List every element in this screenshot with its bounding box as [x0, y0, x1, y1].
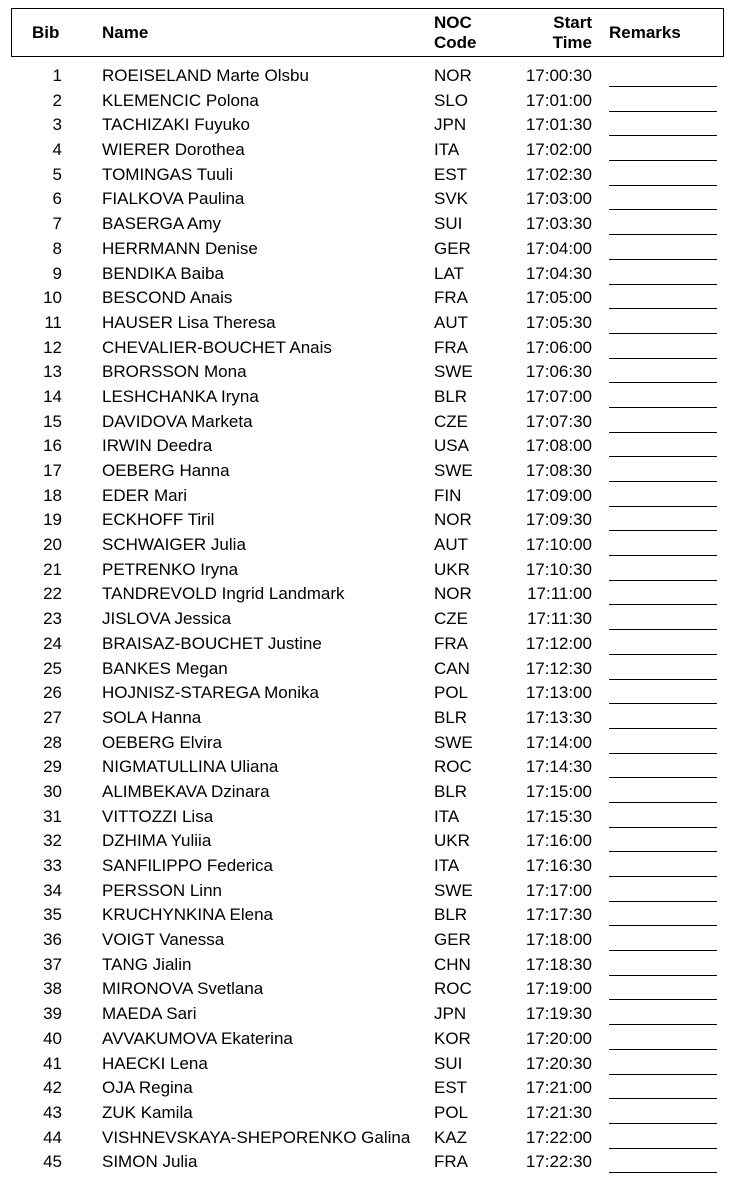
remarks-blank-line [609, 432, 717, 433]
athlete-name-cell: MAEDA Sari [102, 1004, 197, 1024]
athlete-name-cell: BRORSSON Mona [102, 362, 247, 382]
athlete-name-cell: BANKES Megan [102, 658, 228, 678]
remarks-blank-line [609, 382, 717, 383]
start-time-cell: 17:02:00 [525, 140, 592, 160]
start-time-cell: 17:07:00 [525, 386, 592, 406]
table-row [0, 854, 742, 879]
bib-cell: 14 [43, 386, 62, 406]
bib-cell: 17 [43, 461, 62, 480]
noc-code-cell: FRA [434, 1152, 468, 1172]
header-start-time [520, 13, 592, 53]
remarks-blank-line [609, 876, 717, 877]
noc-code-cell: NOR [434, 584, 472, 604]
athlete-name-cell: MIRONOVA Svetlana [102, 979, 264, 999]
bib-cell: 44 [43, 1127, 62, 1147]
start-time-cell: 17:06:00 [525, 337, 592, 357]
start-time-cell: 17:08:30 [525, 461, 592, 480]
header-start-line1: Start [553, 13, 592, 32]
remarks-blank-line [609, 753, 717, 754]
noc-code-cell: SWE [434, 362, 473, 382]
noc-code-cell: KAZ [434, 1127, 468, 1147]
athlete-name-cell: WIERER Dorothea [102, 140, 245, 160]
remarks-blank-line [609, 111, 717, 112]
bib-cell: 31 [43, 806, 62, 826]
remarks-blank-line [609, 925, 717, 926]
bib-cell: 23 [43, 609, 62, 629]
remarks-blank-line [609, 1049, 717, 1050]
noc-code-cell: AUT [434, 312, 468, 332]
bib-cell: 34 [43, 880, 62, 900]
athlete-name-cell: EDER Mari [102, 485, 188, 505]
remarks-blank-line [609, 259, 717, 260]
noc-code-cell: FRA [434, 337, 468, 357]
table-row [0, 360, 742, 385]
table-row [0, 829, 742, 854]
noc-code-cell: EST [434, 164, 468, 184]
athlete-name-cell: HOJNISZ-STAREGA Monika [102, 683, 319, 703]
table-row [0, 336, 742, 361]
noc-code-cell: AUT [434, 535, 468, 555]
start-time-cell: 17:14:30 [525, 757, 592, 777]
noc-code-cell: JPN [434, 115, 467, 135]
athlete-name-cell: SANFILIPPO Federica [102, 856, 274, 875]
remarks-blank-line [609, 135, 717, 136]
start-time-cell: 17:10:00 [525, 535, 592, 555]
noc-code-cell: LAT [434, 263, 464, 283]
table-row [0, 138, 742, 163]
header-name: Name [102, 23, 149, 42]
athlete-name-cell: SIMON Julia [102, 1152, 198, 1172]
table-row [0, 607, 742, 632]
remarks-blank-line [609, 456, 717, 457]
header-noc-line1: NOC [434, 13, 472, 32]
start-time-cell: 17:08:00 [525, 436, 592, 456]
start-time-cell: 17:04:00 [525, 238, 592, 258]
noc-code-cell: GER [434, 238, 471, 258]
bib-cell: 8 [52, 238, 62, 258]
table-row [0, 1052, 742, 1077]
table-row [0, 311, 742, 336]
start-time-cell: 17:15:30 [525, 806, 592, 826]
athlete-name-cell: OEBERG Hanna [102, 461, 230, 480]
bib-cell: 32 [43, 831, 62, 851]
noc-code-cell: GER [434, 930, 471, 950]
noc-code-cell: UKR [434, 831, 470, 851]
remarks-blank-line [609, 679, 717, 680]
table-row [0, 113, 742, 138]
athlete-name-cell: KRUCHYNKINA Elena [102, 905, 274, 925]
noc-code-cell: NOR [434, 510, 472, 530]
noc-code-cell: FIN [434, 485, 462, 505]
remarks-blank-line [609, 703, 717, 704]
remarks-blank-line [609, 1172, 717, 1173]
start-time-cell: 17:14:00 [525, 732, 592, 752]
start-time-cell: 17:05:30 [525, 312, 592, 332]
athlete-name-cell: BASERGA Amy [102, 214, 222, 234]
start-time-cell: 17:01:30 [525, 115, 592, 135]
bib-cell: 19 [43, 510, 62, 530]
remarks-blank-line [609, 407, 717, 408]
header-remarks: Remarks [609, 23, 681, 42]
bib-cell: 45 [43, 1152, 62, 1172]
bib-cell: 21 [43, 559, 62, 579]
table-row [0, 434, 742, 459]
athlete-name-cell: JISLOVA Jessica [102, 609, 232, 629]
table-row [0, 262, 742, 287]
table-row [0, 484, 742, 509]
remarks-blank-line [609, 901, 717, 902]
start-time-cell: 17:11:00 [527, 584, 592, 604]
table-row [0, 731, 742, 756]
start-list-table [0, 64, 742, 1175]
start-time-cell: 17:16:00 [525, 831, 592, 851]
athlete-name-cell: PERSSON Linn [102, 880, 222, 900]
start-time-cell: 17:16:30 [525, 856, 592, 875]
table-row [0, 533, 742, 558]
noc-code-cell: SUI [434, 1053, 463, 1073]
bib-cell: 36 [43, 930, 62, 950]
remarks-blank-line [609, 86, 717, 87]
table-row [0, 1027, 742, 1052]
start-time-cell: 17:10:30 [525, 559, 592, 579]
remarks-blank-line [609, 728, 717, 729]
athlete-name-cell: SCHWAIGER Julia [102, 535, 246, 555]
bib-cell: 38 [43, 979, 62, 999]
remarks-blank-line [609, 1148, 717, 1149]
bib-cell: 3 [52, 115, 62, 135]
bib-cell: 16 [43, 436, 62, 456]
table-row [0, 1150, 742, 1175]
start-time-cell: 17:18:00 [525, 930, 592, 950]
bib-cell: 30 [43, 781, 62, 801]
bib-cell: 25 [43, 658, 62, 678]
remarks-blank-line [609, 1098, 717, 1099]
table-row [0, 212, 742, 237]
remarks-blank-line [609, 580, 717, 581]
bib-cell: 40 [43, 1028, 62, 1048]
bib-cell: 35 [43, 905, 62, 925]
table-row [0, 1101, 742, 1126]
start-time-cell: 17:04:30 [525, 263, 592, 283]
bib-cell: 5 [52, 164, 62, 184]
noc-code-cell: CHN [434, 954, 471, 974]
noc-code-cell: ITA [434, 806, 460, 826]
athlete-name-cell: ZUK Kamila [102, 1102, 193, 1122]
noc-code-cell: ROC [434, 757, 472, 777]
noc-code-cell: CZE [434, 609, 468, 629]
athlete-name-cell: FIALKOVA Paulina [102, 189, 245, 209]
bib-cell: 1 [52, 66, 62, 85]
bib-cell: 26 [43, 683, 62, 703]
noc-code-cell: FRA [434, 288, 468, 308]
noc-code-cell: POL [434, 1102, 469, 1122]
bib-cell: 7 [52, 214, 62, 234]
noc-code-cell: SWE [434, 732, 473, 752]
start-time-cell: 17:09:30 [525, 510, 592, 530]
noc-code-cell: NOR [434, 66, 472, 85]
bib-cell: 2 [52, 90, 62, 110]
table-row [0, 508, 742, 533]
remarks-blank-line [609, 530, 717, 531]
table-row [0, 681, 742, 706]
noc-code-cell: USA [434, 436, 469, 456]
bib-cell: 42 [43, 1078, 62, 1098]
bib-cell: 29 [43, 757, 62, 777]
table-row [0, 1126, 742, 1151]
bib-cell: 41 [43, 1053, 62, 1073]
table-row [0, 286, 742, 311]
table-row [0, 237, 742, 262]
athlete-name-cell: VOIGT Vanessa [102, 930, 225, 950]
start-time-cell: 17:19:30 [525, 1004, 592, 1024]
athlete-name-cell: CHEVALIER-BOUCHET Anais [102, 337, 332, 357]
start-time-cell: 17:12:00 [525, 633, 592, 653]
athlete-name-cell: KLEMENCIC Polona [102, 90, 259, 110]
athlete-name-cell: VITTOZZI Lisa [102, 806, 214, 826]
start-time-cell: 17:13:00 [525, 683, 592, 703]
bib-cell: 39 [43, 1004, 62, 1024]
table-row [0, 558, 742, 583]
table-row [0, 582, 742, 607]
athlete-name-cell: HERRMANN Denise [102, 238, 258, 258]
start-time-cell: 17:00:30 [525, 66, 592, 85]
start-time-cell: 17:02:30 [525, 164, 592, 184]
bib-cell: 10 [43, 288, 62, 308]
start-time-cell: 17:17:00 [525, 880, 592, 900]
table-row [0, 1002, 742, 1027]
start-time-cell: 17:13:30 [525, 707, 592, 727]
table-row [0, 187, 742, 212]
bib-cell: 27 [43, 707, 62, 727]
athlete-name-cell: SOLA Hanna [102, 707, 202, 727]
table-row [0, 410, 742, 435]
athlete-name-cell: ROEISELAND Marte Olsbu [102, 66, 309, 85]
athlete-name-cell: TANG Jialin [102, 954, 192, 974]
table-row [0, 755, 742, 780]
bib-cell: 6 [52, 189, 62, 209]
athlete-name-cell: BRAISAZ-BOUCHET Justine [102, 633, 322, 653]
start-time-cell: 17:06:30 [525, 362, 592, 382]
noc-code-cell: SVK [434, 189, 469, 209]
athlete-name-cell: BESCOND Anais [102, 288, 233, 308]
table-row [0, 163, 742, 188]
table-row [0, 977, 742, 1002]
header-bib: Bib [32, 23, 60, 42]
table-row [0, 385, 742, 410]
athlete-name-cell: VISHNEVSKAYA-SHEPORENKO Galina [102, 1127, 411, 1147]
remarks-blank-line [609, 654, 717, 655]
table-row [0, 953, 742, 978]
remarks-blank-line [609, 950, 717, 951]
start-time-cell: 17:03:00 [525, 189, 592, 209]
table-row [0, 706, 742, 731]
table-row [0, 459, 742, 484]
header-noc-line2: Code [434, 33, 477, 52]
remarks-blank-line [609, 506, 717, 507]
start-time-cell: 17:15:00 [525, 781, 592, 801]
remarks-blank-line [609, 308, 717, 309]
noc-code-cell: EST [434, 1078, 468, 1098]
noc-code-cell: SWE [434, 461, 473, 480]
table-row [0, 1076, 742, 1101]
start-time-cell: 17:20:00 [525, 1028, 592, 1048]
table-row [0, 780, 742, 805]
noc-code-cell: KOR [434, 1028, 471, 1048]
start-time-cell: 17:03:30 [525, 214, 592, 234]
start-time-cell: 17:07:30 [525, 411, 592, 431]
athlete-name-cell: DAVIDOVA Marketa [102, 411, 253, 431]
athlete-name-cell: OJA Regina [102, 1078, 193, 1098]
remarks-blank-line [609, 234, 717, 235]
noc-code-cell: ITA [434, 140, 460, 160]
table-row [0, 89, 742, 114]
start-time-cell: 17:18:30 [525, 954, 592, 974]
bib-cell: 12 [43, 337, 62, 357]
remarks-blank-line [609, 999, 717, 1000]
bib-cell: 15 [43, 411, 62, 431]
noc-code-cell: ITA [434, 856, 460, 875]
athlete-name-cell: NIGMATULLINA Uliana [102, 757, 279, 777]
bib-cell: 22 [43, 584, 62, 604]
start-time-cell: 17:22:00 [525, 1127, 592, 1147]
noc-code-cell: BLR [434, 905, 468, 925]
bib-cell: 28 [43, 732, 62, 752]
table-row [0, 632, 742, 657]
header-start-line2: Time [552, 33, 592, 52]
remarks-blank-line [609, 604, 717, 605]
athlete-name-cell: HAUSER Lisa Theresa [102, 312, 276, 332]
remarks-blank-line [609, 802, 717, 803]
remarks-blank-line [609, 975, 717, 976]
start-time-cell: 17:21:30 [525, 1102, 592, 1122]
noc-code-cell: BLR [434, 781, 468, 801]
bib-cell: 37 [43, 954, 62, 974]
remarks-blank-line [609, 629, 717, 630]
remarks-blank-line [609, 284, 717, 285]
start-time-cell: 17:12:30 [525, 658, 592, 678]
noc-code-cell: ROC [434, 979, 472, 999]
table-row [0, 928, 742, 953]
noc-code-cell: FRA [434, 633, 468, 653]
bib-cell: 24 [43, 633, 62, 653]
bib-cell: 33 [43, 856, 62, 875]
noc-code-cell: BLR [434, 707, 468, 727]
remarks-blank-line [609, 827, 717, 828]
bib-cell: 13 [43, 362, 62, 382]
remarks-blank-line [609, 777, 717, 778]
remarks-blank-line [609, 1123, 717, 1124]
athlete-name-cell: OEBERG Elvira [102, 732, 222, 752]
start-time-cell: 17:09:00 [525, 485, 592, 505]
bib-cell: 18 [43, 485, 62, 505]
noc-code-cell: SUI [434, 214, 463, 234]
table-row [0, 805, 742, 830]
athlete-name-cell: AVVAKUMOVA Ekaterina [102, 1028, 293, 1048]
start-time-cell: 17:05:00 [525, 288, 592, 308]
athlete-name-cell: LESHCHANKA Iryna [102, 386, 259, 406]
table-row [0, 879, 742, 904]
athlete-name-cell: ECKHOFF Tiril [102, 510, 215, 530]
athlete-name-cell: IRWIN Deedra [102, 436, 213, 456]
start-time-cell: 17:20:30 [525, 1053, 592, 1073]
athlete-name-cell: TACHIZAKI Fuyuko [102, 115, 250, 135]
athlete-name-cell: ALIMBEKAVA Dzinara [102, 781, 270, 801]
start-time-cell: 17:17:30 [525, 905, 592, 925]
table-row [0, 657, 742, 682]
remarks-blank-line [609, 1024, 717, 1025]
remarks-blank-line [609, 333, 717, 334]
athlete-name-cell: BENDIKA Baiba [102, 263, 224, 283]
noc-code-cell: JPN [434, 1004, 467, 1024]
start-time-cell: 17:19:00 [525, 979, 592, 999]
athlete-name-cell: TOMINGAS Tuuli [102, 164, 233, 184]
remarks-blank-line [609, 185, 717, 186]
table-row [0, 903, 742, 928]
athlete-name-cell: TANDREVOLD Ingrid Landmark [102, 584, 345, 604]
start-time-cell: 17:22:30 [525, 1152, 592, 1172]
start-time-cell: 17:21:00 [525, 1078, 592, 1098]
table-row [0, 64, 742, 89]
remarks-blank-line [609, 851, 717, 852]
athlete-name-cell: HAECKI Lena [102, 1053, 208, 1073]
noc-code-cell: SWE [434, 880, 473, 900]
bib-cell: 9 [52, 263, 62, 283]
athlete-name-cell: PETRENKO Iryna [102, 559, 239, 579]
remarks-blank-line [609, 358, 717, 359]
remarks-blank-line [609, 160, 717, 161]
remarks-blank-line [609, 209, 717, 210]
athlete-name-cell: DZHIMA Yuliia [102, 831, 212, 851]
bib-cell: 20 [43, 535, 62, 555]
noc-code-cell: CZE [434, 411, 468, 431]
bib-cell: 43 [43, 1102, 62, 1122]
remarks-blank-line [609, 481, 717, 482]
bib-cell: 4 [52, 140, 62, 160]
remarks-blank-line [609, 555, 717, 556]
header-noc-code [434, 13, 494, 53]
remarks-blank-line [609, 1074, 717, 1075]
noc-code-cell: UKR [434, 559, 470, 579]
noc-code-cell: POL [434, 683, 469, 703]
start-time-cell: 17:01:00 [525, 90, 592, 110]
bib-cell: 11 [44, 312, 62, 332]
start-time-cell: 17:11:30 [527, 609, 592, 629]
noc-code-cell: SLO [434, 90, 469, 110]
noc-code-cell: CAN [434, 658, 470, 678]
noc-code-cell: BLR [434, 386, 468, 406]
